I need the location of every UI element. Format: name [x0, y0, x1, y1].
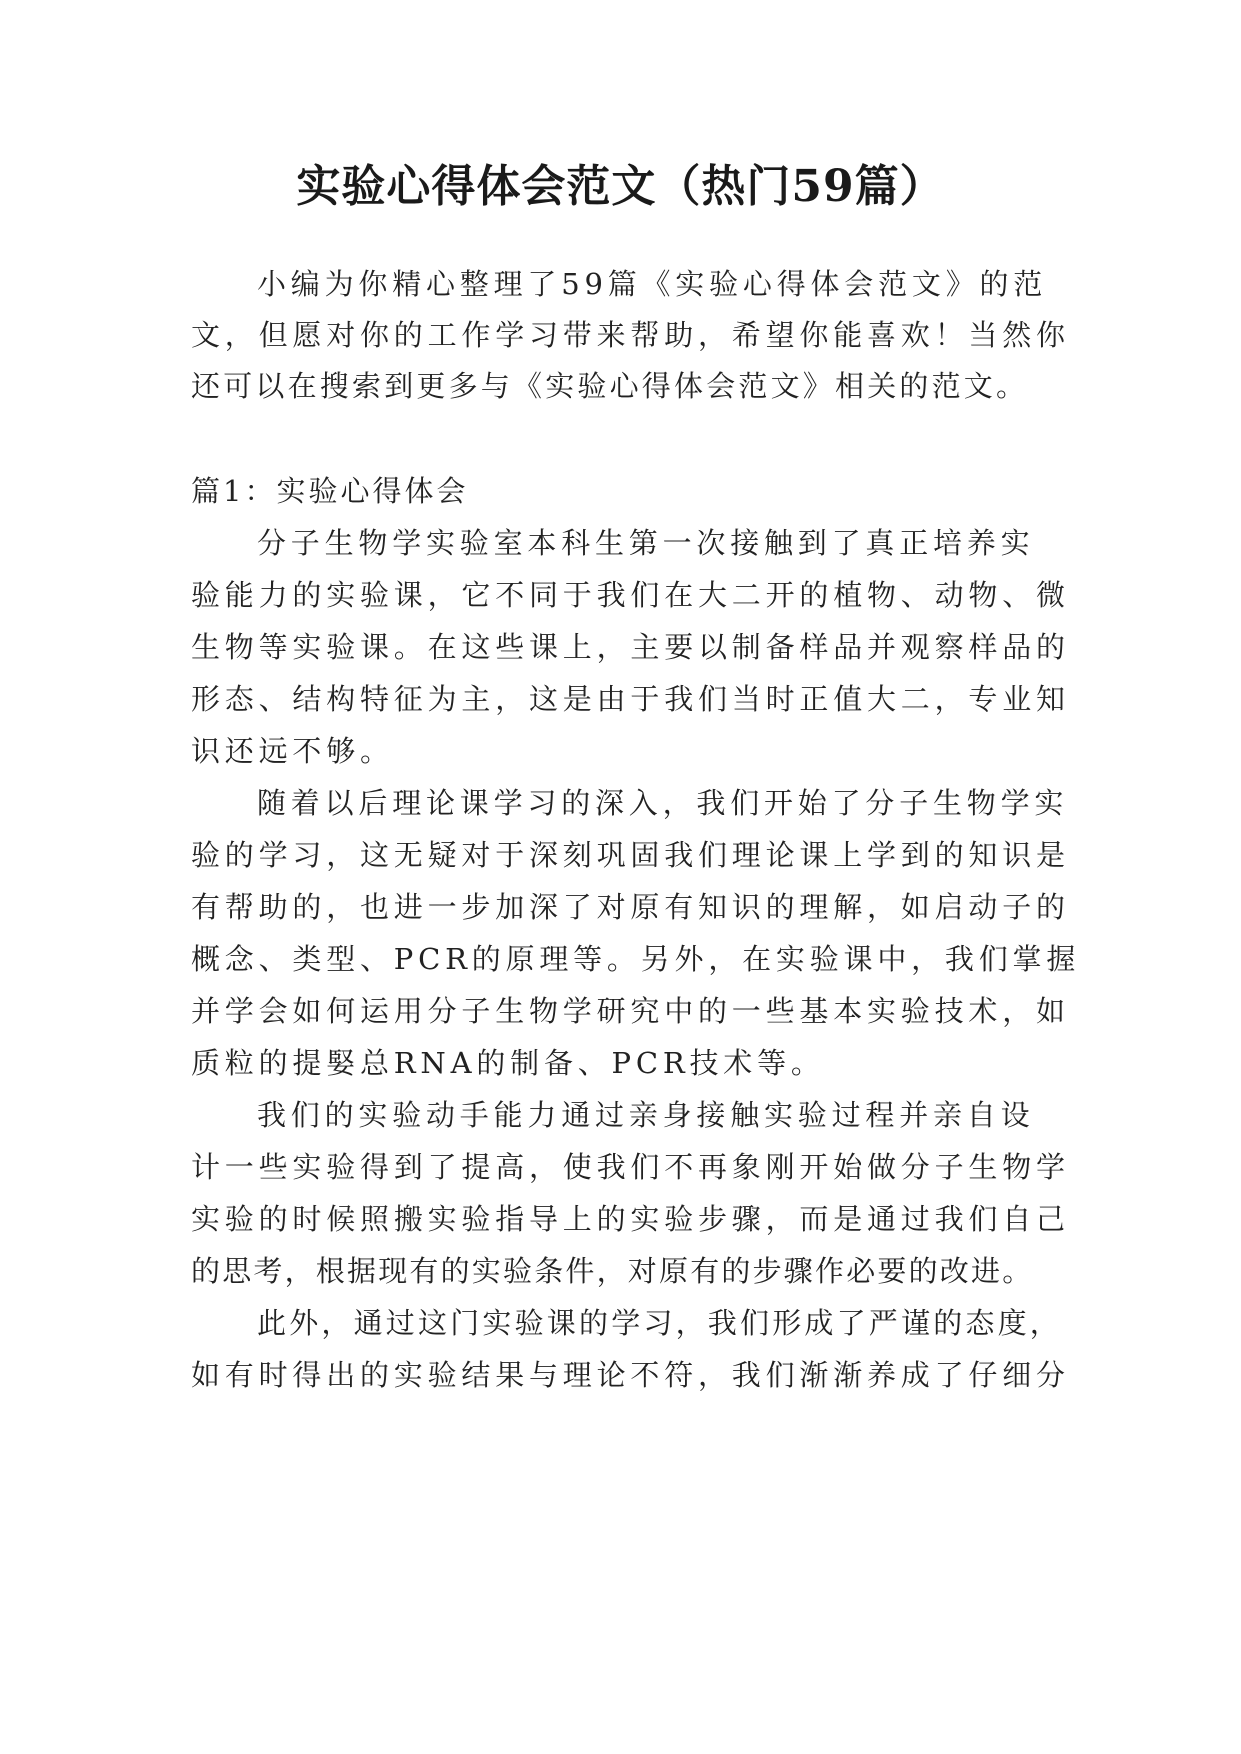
paragraph-line: 验的学习，这无疑对于深刻巩固我们理论课上学到的知识是	[191, 838, 1070, 872]
paragraph-line: 分子生物学实验室本科生第一次接触到了真正培养实	[257, 526, 1035, 560]
paragraph-line: 我们的实验动手能力通过亲身接触实验过程并亲自设	[257, 1098, 1035, 1132]
paragraph-line: 识还远不够。	[191, 734, 394, 768]
paragraph-line: 形态、结构特征为主，这是由于我们当时正值大二，专业知	[191, 682, 1070, 716]
paragraph-line: 并学会如何运用分子生物学研究中的一些基本实验技术，如	[191, 994, 1070, 1028]
intro-line-1: 小编为你精心整理了59篇《实验心得体会范文》的范	[257, 267, 1048, 301]
paragraph-line: 随着以后理论课学习的深入，我们开始了分子生物学实	[257, 786, 1069, 820]
paragraph-line: 有帮助的，也进一步加深了对原有知识的理解，如启动子的	[191, 890, 1070, 924]
paragraph-line: 质粒的提婜总RNA的制备、PCR技术等。	[191, 1046, 825, 1080]
paragraph-line: 计一些实验得到了提高，使我们不再象刚开始做分子生物学	[191, 1150, 1070, 1184]
paragraph-line: 概念、类型、PCR的原理等。另外，在实验课中，我们掌握	[191, 942, 1081, 976]
document-title: 实验心得体会范文（热门59篇）	[296, 161, 945, 212]
paragraph-line: 此外，通过这门实验课的学习，我们形成了严谨的态度，	[257, 1306, 1063, 1340]
intro-line-3: 还可以在搜索到更多与《实验心得体会范文》相关的范文。	[191, 369, 1029, 403]
paragraph-line: 如有时得出的实验结果与理论不符，我们渐渐养成了仔细分	[191, 1358, 1070, 1392]
intro-line-2: 文，但愿对你的工作学习带来帮助，希望你能喜欢！当然你	[191, 318, 1070, 352]
paragraph-line: 生物等实验课。在这些课上，主要以制备样品并观察样品的	[191, 630, 1070, 664]
section-heading: 篇1：实验心得体会	[191, 474, 469, 508]
paragraph-line: 实验的时候照搬实验指导上的实验步骤，而是通过我们自己	[191, 1202, 1070, 1236]
paragraph-line: 的思考，根据现有的实验条件，对原有的步骤作必要的改进。	[191, 1254, 1034, 1288]
paragraph-line: 验能力的实验课，它不同于我们在大二开的植物、动物、微	[191, 578, 1070, 612]
